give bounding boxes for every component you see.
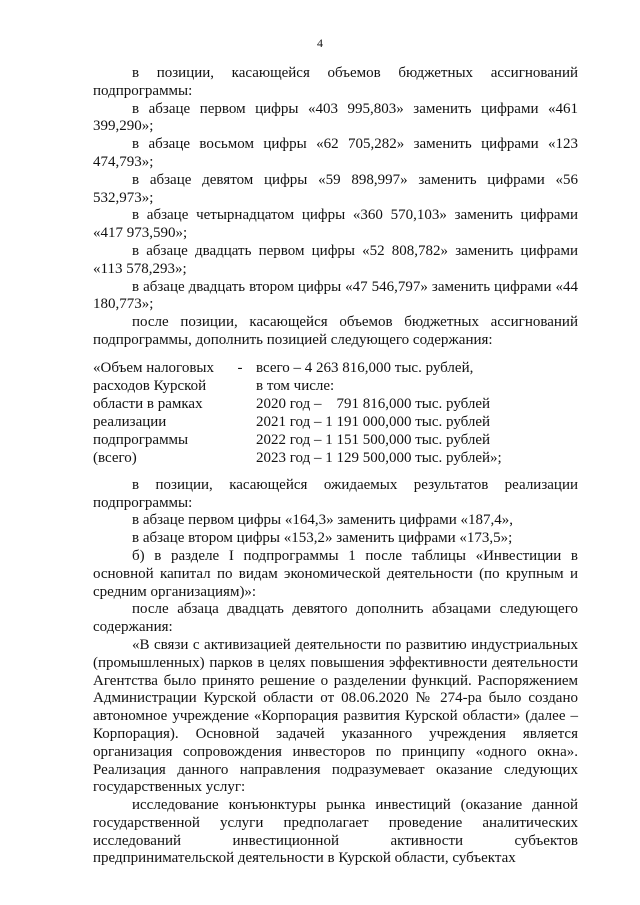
paragraph: б) в разделе I подпрограммы 1 после таблицы «Инвестиции в основной капитал по видам экономической деятельности (по крупным и средним организациям)»: <box>93 547 578 600</box>
paragraph: в абзаце восьмом цифры «62 705,282» заменить цифрами «123 474,793»; <box>93 136 578 170</box>
page-number: 4 <box>317 36 323 50</box>
paragraph: в позиции, касающейся ожидаемых результатов реализации подпрограммы: <box>93 476 578 511</box>
table-value-line: 2021 год – 1 191 000,000 тыс. рублей <box>256 413 491 430</box>
table-label-line: (всего) <box>93 449 137 466</box>
table-label-line: «Объем налоговых <box>93 359 214 376</box>
table-value-cell <box>250 359 502 467</box>
table-label-line: подпрограммы <box>93 431 189 448</box>
paragraph: в абзаце первом цифры «164,3» заменить цифрами «187,4», <box>132 512 513 529</box>
table-label-line: реализации <box>93 413 167 430</box>
paragraph: «В связи с активизацией деятельности по развитию индустриальных (промышленных) парков в целях повышения эффективности деятельности Агентства было принято решение о разделении функций. Распоряжением Администрации Курской области от 08.06.2020 № 274-ра было создано автономное учреждение «Корпорация развития Курской области» (далее – Корпорация). Основной задачей указанного учреждения является организация сопровождения инвесторов по принципу «одного окна». Реализация данного направления подразумевает оказание следующих государственных услуг: <box>93 636 578 796</box>
table-label-line: расходов Курской <box>93 377 207 394</box>
paragraph: в абзаце втором цифры «153,2» заменить цифрами «173,5»; <box>132 530 513 547</box>
table-value-line: 2020 год – 791 816,000 тыс. рублей <box>256 395 491 412</box>
paragraph: в позиции, касающейся объемов бюджетных ассигнований подпрограммы: <box>93 65 578 99</box>
paragraph: после позиции, касающейся объемов бюджетных ассигнований подпрограммы, дополнить позицией следующего содержания: <box>93 314 578 348</box>
table-value-line: всего – 4 263 816,000 тыс. рублей, <box>256 359 474 376</box>
table-value-line: 2023 год – 1 129 500,000 тыс. рублей»; <box>256 449 502 466</box>
insert-table <box>93 359 502 467</box>
table-dash: - <box>237 359 243 376</box>
paragraph: в абзаце девятом цифры «59 898,997» заменить цифрами «56 532,973»; <box>93 171 578 206</box>
table-label-cell <box>93 359 230 467</box>
paragraph: в абзаце двадцать втором цифры «47 546,797» заменить цифрами «44 180,773»; <box>93 278 578 313</box>
paragraph: после абзаца двадцать девятого дополнить абзацами следующего содержания: <box>93 601 578 636</box>
paragraph: в абзаце первом цифры «403 995,803» заменить цифрами «461 399,290»; <box>93 100 578 135</box>
paragraph: в абзаце четырнадцатом цифры «360 570,103» заменить цифрами «417 973,590»; <box>93 207 578 242</box>
table-value-line: в том числе: <box>256 377 335 394</box>
paragraph: исследование конъюнктуры рынка инвестиций (оказание данной государственной услуги предполагает проведение аналитических исследований инвестиционной активности субъектов предпринимательской деятельности в Курской области, субъектах <box>93 797 578 867</box>
table-value-line: 2022 год – 1 151 500,000 тыс. рублей <box>256 431 491 448</box>
document-body <box>93 65 578 868</box>
table-label-line: области в рамках <box>93 395 203 412</box>
paragraph: в абзаце двадцать первом цифры «52 808,782» заменить цифрами «113 578,293»; <box>93 242 578 277</box>
